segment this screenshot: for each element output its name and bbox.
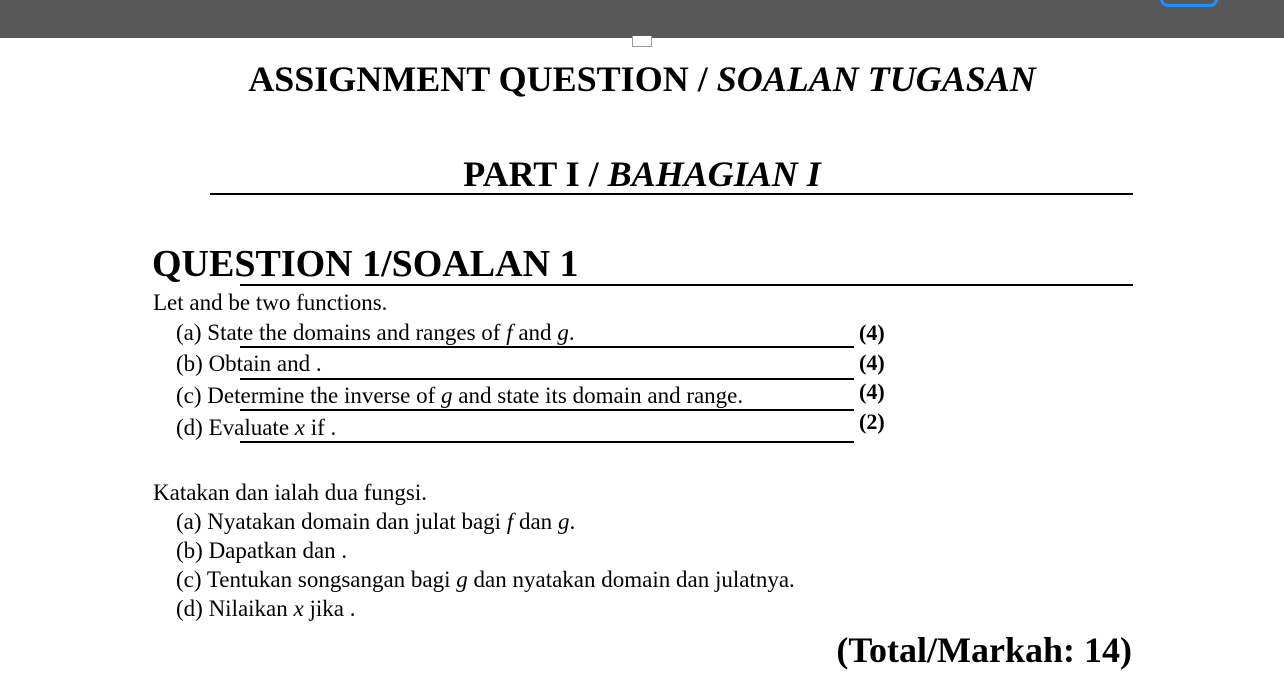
malay-item-b: (b) Dapatkan dan . (176, 538, 348, 563)
assignment-title (0, 58, 1284, 100)
toolbar-button[interactable] (1160, 0, 1218, 7)
total-marks: (Total/Markah: 14) (836, 630, 1132, 670)
mark-d: (2) (859, 409, 885, 434)
part-title (0, 153, 1284, 195)
item-a-underline (240, 346, 854, 348)
malay-item-a: (a) Nyatakan domain dan julat bagi f dan g. (176, 509, 576, 534)
window-top-bar (0, 0, 1284, 38)
assignment-title-en: ASSIGNMENT QUESTION / (248, 59, 708, 99)
question-underline (240, 284, 1133, 286)
question-title: QUESTION 1/SOALAN 1 (152, 243, 579, 285)
malay-intro: Katakan dan ialah dua fungsi. (153, 480, 427, 505)
english-item-d: (d) Evaluate x if . (176, 415, 337, 440)
item-b-underline (240, 378, 854, 380)
part-title-en: PART I / (463, 154, 599, 194)
part-underline (210, 193, 1133, 195)
assignment-title-ms: SOALAN TUGASAN (716, 59, 1036, 99)
header-marker (632, 36, 652, 47)
english-item-c: (c) Determine the inverse of g and state its domain and range. (176, 383, 744, 408)
part-title-ms: BAHAGIAN I (607, 154, 821, 194)
item-c-underline (240, 409, 854, 411)
english-item-a: (a) State the domains and ranges of f and g. (176, 320, 575, 345)
malay-item-c: (c) Tentukan songsangan bagi g dan nyatakan domain dan julatnya. (176, 567, 795, 592)
mark-c: (4) (859, 379, 885, 404)
english-item-b: (b) Obtain and . (176, 351, 322, 376)
item-d-underline (240, 441, 854, 443)
mark-a: (4) (859, 320, 885, 345)
malay-item-d: (d) Nilaikan x jika . (176, 596, 356, 621)
mark-b: (4) (859, 350, 885, 375)
english-intro: Let and be two functions. (153, 290, 388, 315)
